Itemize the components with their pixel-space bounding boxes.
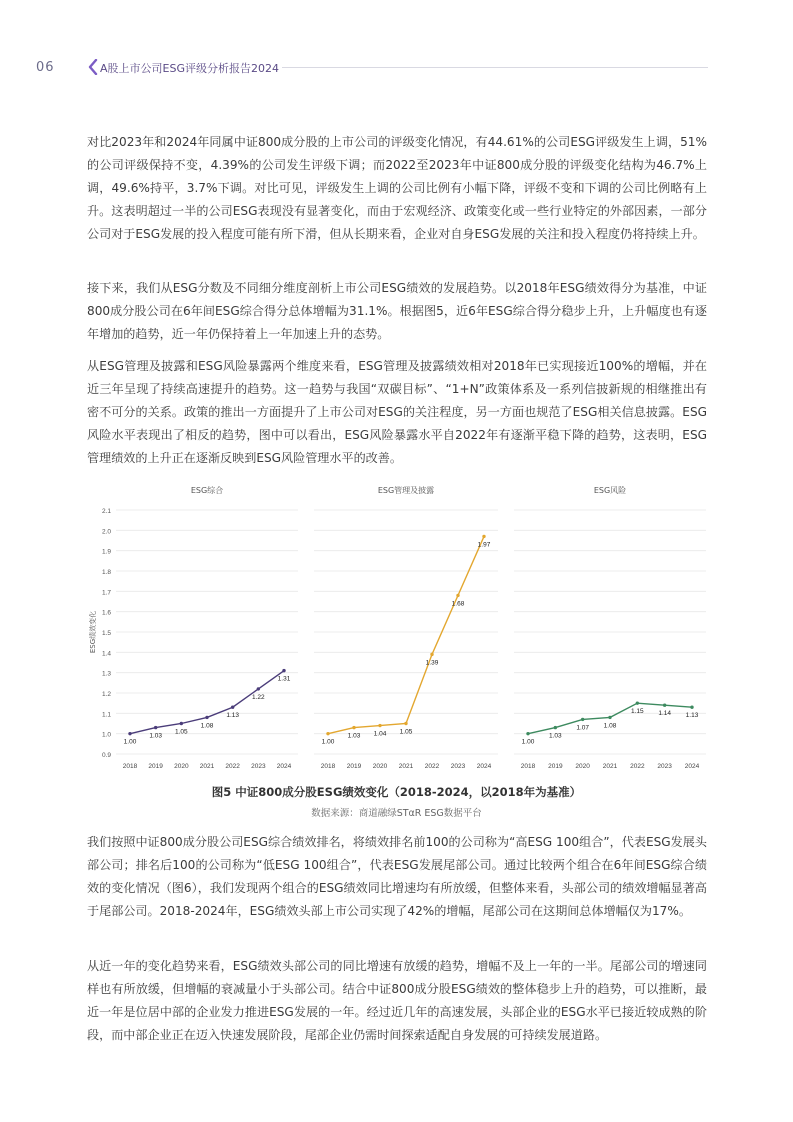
data-point [430, 653, 433, 656]
data-point [326, 732, 329, 735]
y-tick-label: 1.9 [101, 548, 111, 556]
data-point [456, 594, 459, 597]
data-point [128, 732, 131, 735]
data-point [231, 706, 234, 709]
data-label: 1.07 [576, 724, 589, 732]
x-tick-label: 2018 [122, 763, 138, 770]
x-tick-label: 2020 [174, 763, 189, 770]
x-tick-label: 2024 [476, 763, 492, 770]
figure-caption: 图5 中证800成分股ESG绩效变化（2018-2024，以2018年为基准） [211, 785, 582, 799]
esg-performance-chart [86, 478, 710, 778]
x-tick-label: 2019 [148, 763, 163, 770]
x-tick-label: 2019 [346, 763, 362, 770]
data-point [482, 535, 485, 538]
x-tick-label: 2023 [657, 763, 672, 770]
y-tick-label: 1.6 [101, 609, 111, 617]
x-tick-label: 2021 [602, 763, 618, 770]
data-label: 1.03 [347, 732, 361, 740]
paragraph-rating-change: 对比2023年和2024年同属中证800成分股的上市公司的评级变化情况，有44.61%的公司ESG评级发生上调，51%的公司评级保持不变，4.39%的公司发生评级下调；而2022至2023年中证800成分股的评级变化结构为46.7%上调，49.6%持平，3.7%下调。对比可见，评级发生上调的公司比例有小幅下降，评级不变和下调的公司比例略有上升。这表明超过一半的公司ESG表现没有显著变化，而由于宏观经济、政策变化或一些行业特定的外部因素，一部分公司对于ESG发展的投入程度可能有所下滑，但从长期来看，企业对自身ESG发展的关注和投入程度仍将持续上升。 [87, 135, 707, 241]
data-label: 1.04 [373, 730, 387, 738]
x-tick-label: 2018 [320, 763, 336, 770]
data-point [636, 701, 639, 704]
data-label: 1.15 [631, 708, 644, 716]
y-tick-label: 0.9 [101, 752, 111, 759]
data-point [690, 706, 693, 709]
paragraph-recent-trend: 从近一年的变化趋势来看，ESG绩效头部公司的同比增速有放缓的趋势，增幅不及上一年的一半。尾部公司的增速同样也有所放缓，但增幅的衰减量小于头部公司。结合中证800成分股ESG绩效的整体稳步上升的趋势，可以推断，最近一年是位居中部的企业发力推进ESG发展的一年。经过近几年的高速发展，头部企业的ESG水平已接近较成熟的阶段，而中部企业正在迈入快速发展阶段，尾部企业仍需时间探索适配自身发展的可持续发展道路。 [87, 959, 707, 1042]
data-point [282, 669, 285, 672]
x-tick-label: 2018 [520, 763, 536, 770]
data-point [581, 718, 584, 721]
x-tick-label: 2020 [372, 763, 388, 770]
x-tick-label: 2024 [276, 763, 292, 770]
paragraph-esg-score-trend: 接下来，我们从ESG分数及不同细分维度剖析上市公司ESG绩效的发展趋势。以2018年ESG绩效得分为基准，中证800成分股公司在6年间ESG综合得分总体增幅为31.1%。根据图5，近6年ESG综合得分稳步上升，上升幅度也有逐年增加的趋势，近一年仍保持着上一年加速上升的态势。 [87, 281, 707, 341]
data-label: 1.31 [277, 675, 291, 683]
page-header [0, 0, 793, 100]
y-tick-label: 1.2 [101, 691, 111, 698]
y-tick-label: 2.0 [101, 528, 111, 536]
data-label: 1.00 [321, 738, 335, 746]
x-tick-label: 2024 [684, 763, 700, 770]
y-tick-label: 1.5 [101, 630, 111, 637]
x-tick-label: 2022 [225, 763, 240, 770]
data-label: 1.05 [399, 728, 413, 736]
y-tick-label: 2.1 [101, 508, 111, 515]
y-axis-label: ESG绩效变化 [89, 610, 97, 654]
x-tick-label: 2021 [199, 763, 215, 770]
panel-title: ESG综合 [190, 486, 224, 495]
panel-title: ESG风险 [593, 486, 627, 495]
paragraph-top-bottom-groups: 我们按照中证800成分股公司ESG综合绩效排名，将绩效排名前100的公司称为“高ESG 100组合”，代表ESG发展头部公司；排名后100的公司称为“低ESG 100组合”，代表ESG发展尾部公司。通过比较两个组合在6年间ESG综合绩效的变化情况（图6），我们发现两个组合的ESG绩效同比增速均有所放缓，但整体来看，头部公司的绩效增幅显著高于尾部公司。2018-2024年，ESG绩效头部上市公司实现了42%的增幅，尾部公司在这期间总体增幅仅为17%。 [87, 835, 707, 918]
y-tick-label: 1.1 [101, 711, 111, 719]
data-label: 1.39 [425, 659, 439, 667]
x-tick-label: 2019 [548, 763, 563, 770]
x-tick-label: 2020 [575, 763, 590, 770]
page-number: 06 [36, 60, 55, 75]
data-label: 1.08 [603, 722, 617, 730]
y-tick-label: 1.3 [101, 670, 111, 678]
data-point [554, 726, 557, 729]
data-label: 1.13 [226, 712, 239, 720]
x-tick-label: 2021 [398, 763, 414, 770]
data-label: 1.00 [521, 738, 535, 746]
data-label: 1.05 [175, 728, 188, 736]
data-point [180, 722, 183, 725]
report-title: A股上市公司ESG评级分析报告2024 [100, 62, 279, 75]
x-tick-label: 2022 [424, 763, 440, 770]
data-point [404, 722, 407, 725]
y-tick-label: 1.4 [101, 650, 111, 658]
data-point [526, 732, 529, 735]
data-point [378, 724, 381, 727]
y-tick-label: 1.0 [101, 731, 111, 739]
header-rule [282, 67, 708, 68]
data-point [154, 726, 157, 729]
data-label: 1.03 [549, 732, 562, 740]
data-label: 1.97 [477, 541, 491, 549]
chevron-left-icon [88, 59, 98, 75]
data-point [257, 687, 260, 690]
data-label: 1.22 [252, 693, 265, 701]
data-label: 1.14 [658, 710, 671, 718]
data-label: 1.13 [685, 712, 699, 720]
x-tick-label: 2023 [251, 763, 266, 770]
x-tick-label: 2022 [630, 763, 645, 770]
figure-source: 数据来源：商道融绿STαR ESG数据平台 [311, 808, 482, 819]
data-point [352, 726, 355, 729]
data-point [663, 704, 666, 707]
data-label: 1.08 [200, 722, 214, 730]
y-tick-label: 1.7 [101, 589, 111, 597]
x-tick-label: 2023 [450, 763, 466, 770]
y-tick-label: 1.8 [101, 569, 111, 576]
series-line [328, 536, 484, 733]
paragraph-dimension-trend: 从ESG管理及披露和ESG风险暴露两个维度来看，ESG管理及披露绩效相对2018年已实现接近100%的增幅，并在近三年呈现了持续高速提升的趋势。这一趋势与我国“双碳目标”、“1+N”政策体系及一系列信披新规的相继推出有密不可分的关系。政策的推出一方面提升了上市公司对ESG的关注程度，另一方面也规范了ESG相关信息披露。ESG风险水平表现出了相反的趋势，图中可以看出，ESG风险暴露水平自2022年有逐渐平稳下降的趋势，这表明，ESG管理绩效的上升正在逐渐反映到ESG风险管理水平的改善。 [87, 359, 707, 465]
data-label: 1.68 [451, 600, 465, 608]
data-point [608, 716, 611, 719]
panel-title: ESG管理及披露 [377, 486, 435, 495]
data-label: 1.03 [149, 732, 162, 740]
data-point [205, 716, 208, 719]
data-label: 1.00 [123, 738, 137, 746]
